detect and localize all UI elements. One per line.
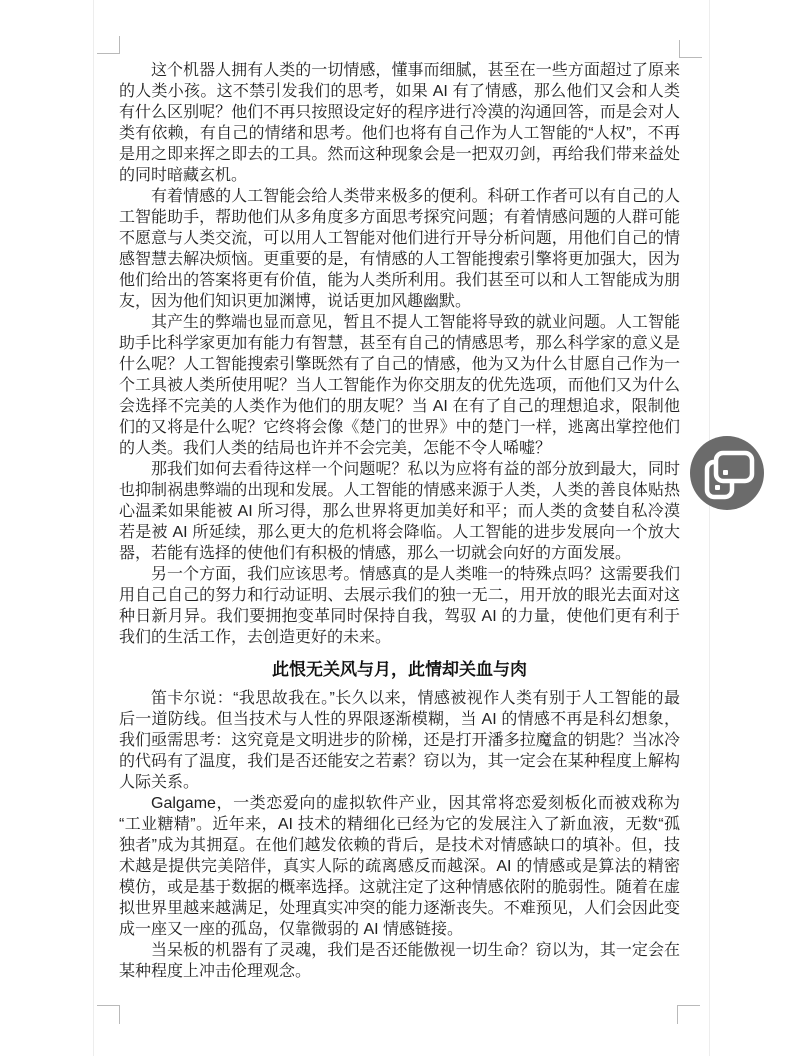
page-left-edge bbox=[93, 0, 94, 1056]
page-right-edge bbox=[709, 0, 710, 1056]
paragraph-7[interactable]: Galgame，一类恋爱向的虚拟软件产业，因其常将恋爱刻板化而被戏称为“工业糖精”。近年来，AI 技术的精细化已经为它的发展注入了新血液，无数“孤独者”成为其拥趸。在他们越发依赖的背后，是技术对情感缺口的填补。但，技术越是提供完美陪伴，真实人际的疏离感反而越深。AI 的情感或是算法的精密模仿，或是基于数据的概率选择。这就注定了这种情感依附的脆弱性。随着在虚拟世界里越来越满足，处理真实冲突的能力逐渐丧失。不难预见，人们会因此变成一座又一座的孤岛，仅靠微弱的 AI 情感链接。 bbox=[119, 795, 680, 938]
rotate-screen-icon bbox=[690, 436, 764, 510]
crop-mark-bottom-left bbox=[97, 1005, 120, 1024]
paragraph-3[interactable]: 其产生的弊端也显而意见，暂且不提人工智能将导致的就业问题。人工智能助手比科学家更加有能力有智慧，甚至有自己的情感思考，那么科学家的意义是什么呢？人工智能搜索引擎既然有了自己的情感，他为又为什么甘愿自己作为一个工具被人类所使用呢？当人工智能作为你交朋友的优先选项，而他们又为什么会选择不完美的人类作为他们的朋友呢？当 AI 在有了自己的理想追求，限制他们的又将是什么呢？它终将会像《楚门的世界》中的楚门一样，逃离出掌控他们的人类。我们人类的结局也许并不会完美，怎能不令人唏嘘？ bbox=[119, 314, 680, 457]
paragraph-2[interactable]: 有着情感的人工智能会给人类带来极多的便利。科研工作者可以有自己的人工智能助手，帮助他们从多角度多方面思考探究问题；有着情感问题的人群可能不愿意与人类交流，可以用人工智能对他们进行开导分析问题，用他们自己的情感智慧去解决烦恼。更重要的是，有情感的人工智能搜索引擎将更加强大，因为他们给出的答案将更有价值，能为人类所利用。我们甚至可以和人工智能成为朋友，因为他们知识更加渊博，说话更加风趣幽默。 bbox=[119, 188, 680, 310]
crop-mark-bottom-right bbox=[677, 1005, 700, 1024]
paragraph-1[interactable]: 这个机器人拥有人类的一切情感，懂事而细腻，甚至在一些方面超过了原来的人类小孩。这不禁引发我们的思考，如果 AI 有了情感，那么他们又会和人类有什么区别呢？他们不再只按照设定好的程序进行冷漠的沟通回答，而是会对人类有依赖，有自己的情绪和思考。他们也将有自己作为人工智能的“人权”，不再是用之即来挥之即去的工具。然而这种现象会是一把双刃剑，再给我们带来益处的同时暗藏玄机。 bbox=[119, 62, 680, 184]
crop-mark-top-right bbox=[679, 40, 702, 58]
section-heading[interactable]: 此恨无关风与月，此情却关血与肉 bbox=[272, 660, 527, 679]
paragraph-5[interactable]: 另一个方面，我们应该思考。情感真的是人类唯一的特殊点吗？这需要我们用自己自己的努力和行动证明、去展示我们的独一无二，用开放的眼光去面对这种日新月异。我们要拥抱变革同时保持自我，驾驭 AI 的力量，使他们更有利于我们的生活工作，去创造更好的未来。 bbox=[119, 566, 680, 646]
paragraph-8[interactable]: 当呆板的机器有了灵魂，我们是否还能傲视一切生命？窃以为，其一定会在某种程度上冲击伦理观念。 bbox=[119, 942, 680, 980]
paragraph-4[interactable]: 那我们如何去看待这样一个问题呢？私以为应将有益的部分放到最大，同时也抑制祸患弊端的出现和发展。人工智能的情感来源于人类，人类的善良体贴热心温柔如果能被 AI 所习得，那么世界将更加美好和平；而人类的贪婪自私冷漠若是被 AI 所延续，那么更大的危机将会降临。人工智能的进步发展向一个放大器，若能有选择的使他们有积极的情感，那么一切就会向好的方面发展。 bbox=[119, 461, 680, 562]
document-body bbox=[119, 60, 680, 982]
paragraph-6[interactable]: 笛卡尔说：“我思故我在。”长久以来，情感被视作人类有别于人工智能的最后一道防线。但当技术与人性的界限逐渐模糊，当 AI 的情感不再是科幻想象，我们亟需思考：这究竟是文明进步的阶梯，还是打开潘多拉魔盒的钥匙？当冰冷的代码有了温度，我们是否还能安之若素？窃以为，其一定会在某种程度上解构人际关系。 bbox=[119, 690, 680, 791]
rotate-view-button[interactable] bbox=[690, 436, 764, 510]
crop-mark-top-left bbox=[97, 36, 120, 54]
